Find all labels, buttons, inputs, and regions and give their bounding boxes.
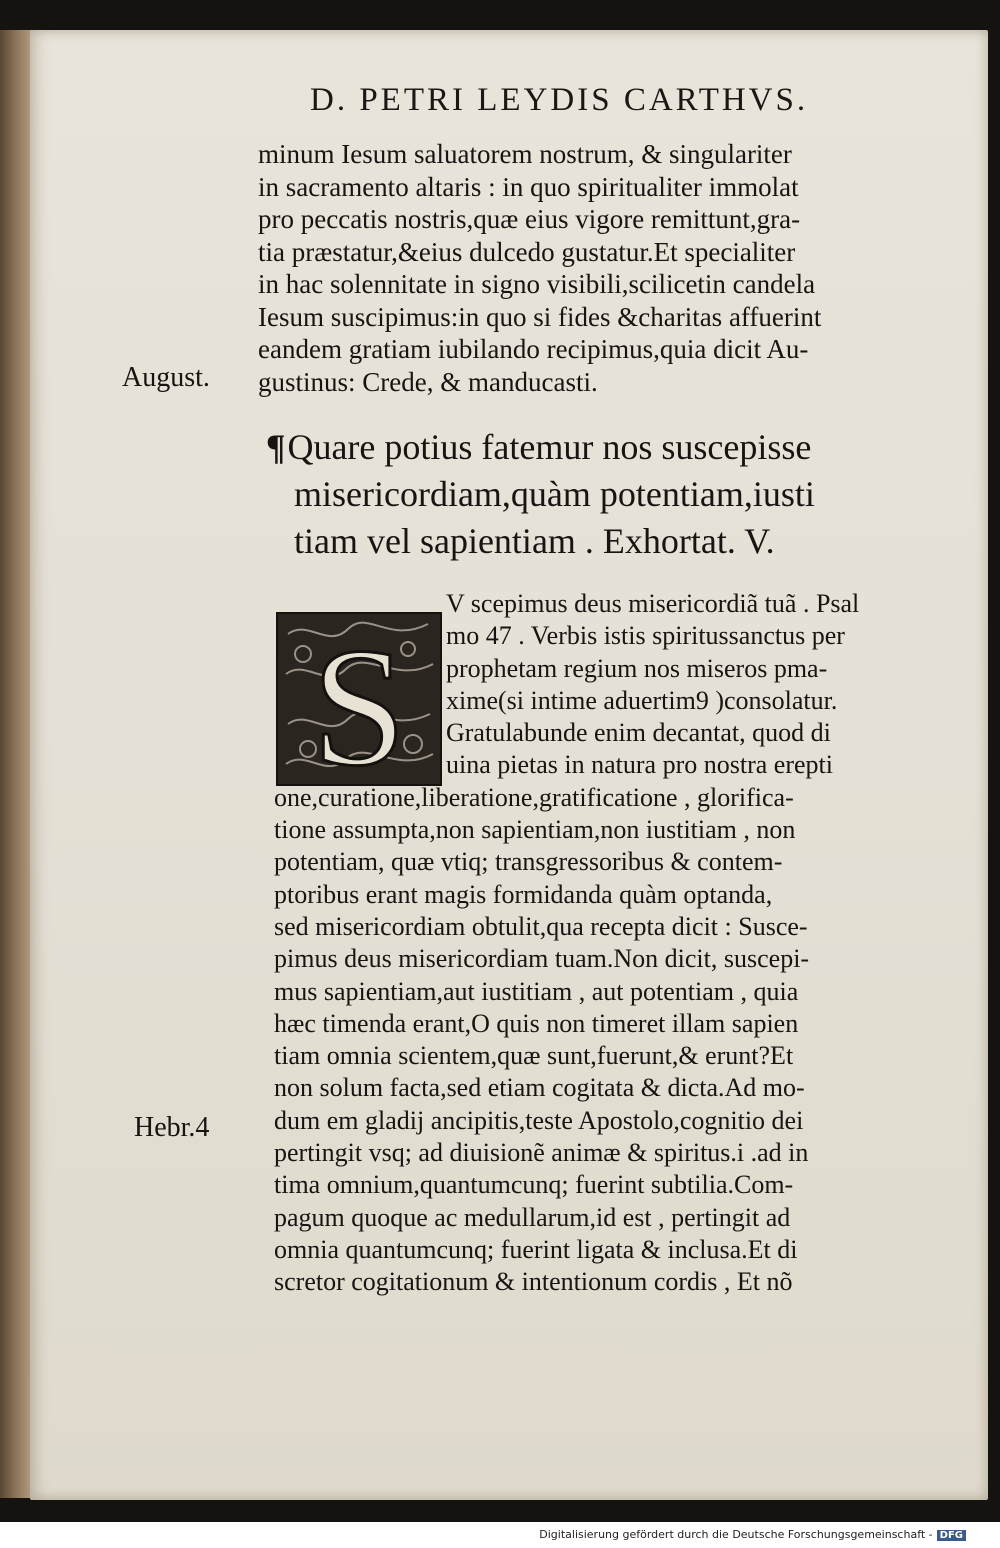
text-line: ptoribus erant magis formidanda quàm optanda, (274, 879, 773, 909)
pilcrow-mark: ¶ (266, 427, 286, 467)
decorated-initial-letter (276, 612, 442, 786)
decorated-initial-ornament (278, 614, 440, 784)
text-line: non solum facta,sed etiam cogitata & dicta.Ad mo- (274, 1073, 805, 1103)
text-line: tima omnium,quantumcunq; fuerint subtilia.Com- (274, 1170, 794, 1200)
text-line: tiam omnia scientem,quæ sunt,fuerunt,& erunt?Et (274, 1041, 794, 1071)
text-line: pertingit vsq; ad diuisionẽ animæ & spiritus.i .ad in (274, 1138, 809, 1168)
dfg-logo: DFG (937, 1530, 966, 1541)
credit-text: Digitalisierung gefördert durch die Deutsche Forschungsgemeinschaft - (539, 1528, 933, 1541)
text-line: in sacramento altaris : in quo spiritualiter immolat (258, 171, 799, 202)
text-line: in hac solennitate in signo visibili,scilicetin candela (258, 269, 816, 299)
text-line: pro peccatis nostris,quæ eius vigore remittunt,gra- (258, 204, 801, 234)
text-line: sed misericordiam obtulit,qua recepta dicit : Susce- (274, 911, 808, 941)
margin-note-hebr: Hebr.4 (134, 1112, 210, 1143)
text-line: gustinus: Crede, & manducasti. (258, 366, 598, 397)
text-line: eandem gratiam iubilando recipimus,quia dicit Au- (258, 334, 809, 364)
text-line: pagum quoque ac medullarum,id est , pertingit ad (274, 1202, 791, 1232)
heading-line (266, 424, 815, 471)
text-line: tione assumpta,non sapientiam,non iustitiam , non (274, 815, 796, 845)
text-line: prophetam regium nos miseros pma- (446, 653, 828, 683)
text-line: mus sapientiam,aut iustitiam , aut potentiam , quia (274, 976, 799, 1006)
book-fore-edge (0, 30, 34, 1498)
heading-line: misericordiam,quàm potentiam,iusti (294, 474, 815, 514)
text-line: dum em gladij ancipitis,teste Apostolo,cognitio dei (274, 1105, 804, 1135)
text-line: Gratulabunde enim decantat, quod di (446, 718, 831, 748)
svg-text:S: S (311, 614, 407, 784)
text-line: scretor cogitationum & intentionum cordis , Et nõ (274, 1267, 793, 1297)
text-line: pimus deus misericordiam tuam.Non dicit, suscepi- (274, 944, 810, 974)
text-line: minum Iesum saluatorem nostrum, & singulariter (258, 139, 792, 169)
text-line: tia præstatur,&eius dulcedo gustatur.Et specialiter (258, 236, 796, 267)
main-paragraph (274, 588, 860, 1299)
text-line: omnia quantumcunq; fuerint ligata & inclusa.Et di (274, 1234, 798, 1264)
text-line: potentiam, quæ vtiq; transgressoribus & contem- (274, 847, 783, 877)
chapter-heading (266, 424, 815, 565)
text-line: V scepimus deus misericordiã tuã . Psal (446, 589, 860, 618)
text-line: one,curatione,liberatione,gratificatione , glorifica- (274, 782, 794, 812)
running-head: D. PETRI LEYDIS CARTHVS. (310, 82, 809, 118)
text-line: uina pietas in natura pro nostra erepti (446, 750, 833, 780)
text-line: hæc timenda erant,O quis non timeret illam sapien (274, 1008, 799, 1038)
heading-line: tiam vel sapientiam . Exhortat. V. (294, 521, 775, 561)
digitization-credit (539, 1528, 966, 1541)
text-line: xime(si intime aduertim9 )consolatur. (446, 685, 838, 715)
margin-note-august: August. (122, 362, 210, 393)
text-line: Iesum suscipimus:in quo si fides &charitas affuerint (258, 301, 822, 332)
top-paragraph (258, 138, 821, 398)
heading-line-text: Quare potius fatemur nos suscepisse (287, 427, 812, 467)
text-line: mo 47 . Verbis istis spiritussanctus per (446, 621, 845, 651)
